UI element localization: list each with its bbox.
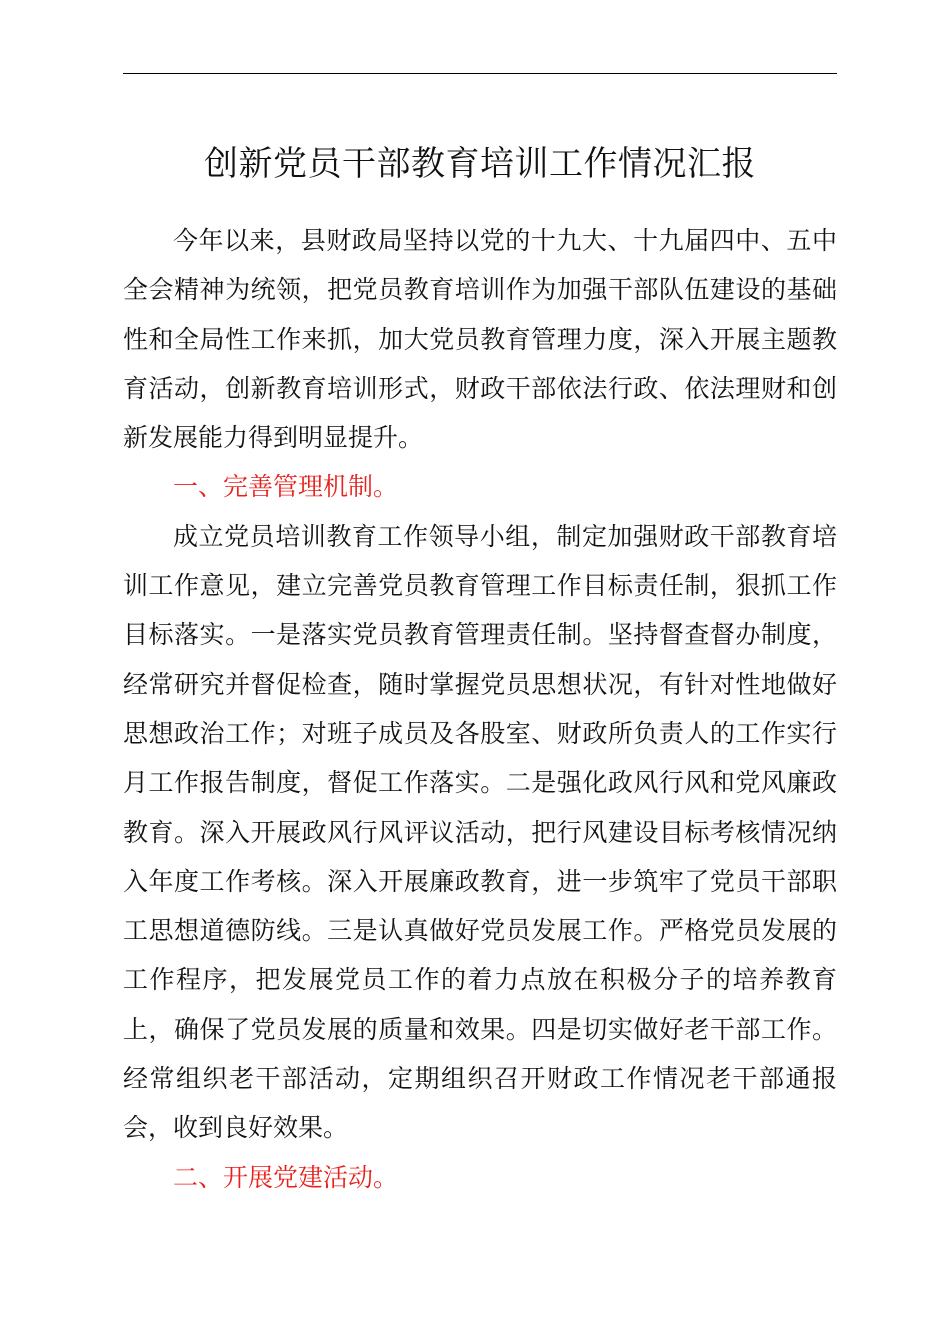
document-body <box>123 216 837 1202</box>
section-body-1: 成立党员培训教育工作领导小组，制定加强财政干部教育培训工作意见，建立完善党员教育管理工作目标责任制，狠抓工作目标落实。一是落实党员教育管理责任制。坚持督查督办制度，经常研究并督促检查，随时掌握党员思想状况，有针对性地做好思想政治工作；对班子成员及各股室、财政所负责人的工作实行月工作报告制度，督促工作落实。二是强化政风行风和党风廉政教育。深入开展政风行风评议活动，把行风建设目标考核情况纳入年度工作考核。深入开展廉政教育，进一步筑牢了党员干部职工思想道德防线。三是认真做好党员发展工作。严格党员发展的工作程序，把发展党员工作的着力点放在积极分子的培养教育上，确保了党员发展的质量和效果。四是切实做好老干部工作。经常组织老干部活动，定期组织召开财政工作情况老干部通报会，收到良好效果。 <box>123 521 837 1143</box>
intro-paragraph: 今年以来，县财政局坚持以党的十九大、十九届四中、五中全会精神为统领，把党员教育培训作为加强干部队伍建设的基础性和全局性工作来抓，加大党员教育管理力度，深入开展主题教育活动，创新教育培训形式，财政干部依法行政、依法理财和创新发展能力得到明显提升。 <box>123 226 837 453</box>
header-rule <box>123 73 837 74</box>
document-title: 创新党员干部教育培训工作情况汇报 <box>204 144 756 184</box>
section-heading-2: 二、开展党建活动。 <box>173 1162 399 1192</box>
section-heading-1: 一、完善管理机制。 <box>173 472 399 502</box>
